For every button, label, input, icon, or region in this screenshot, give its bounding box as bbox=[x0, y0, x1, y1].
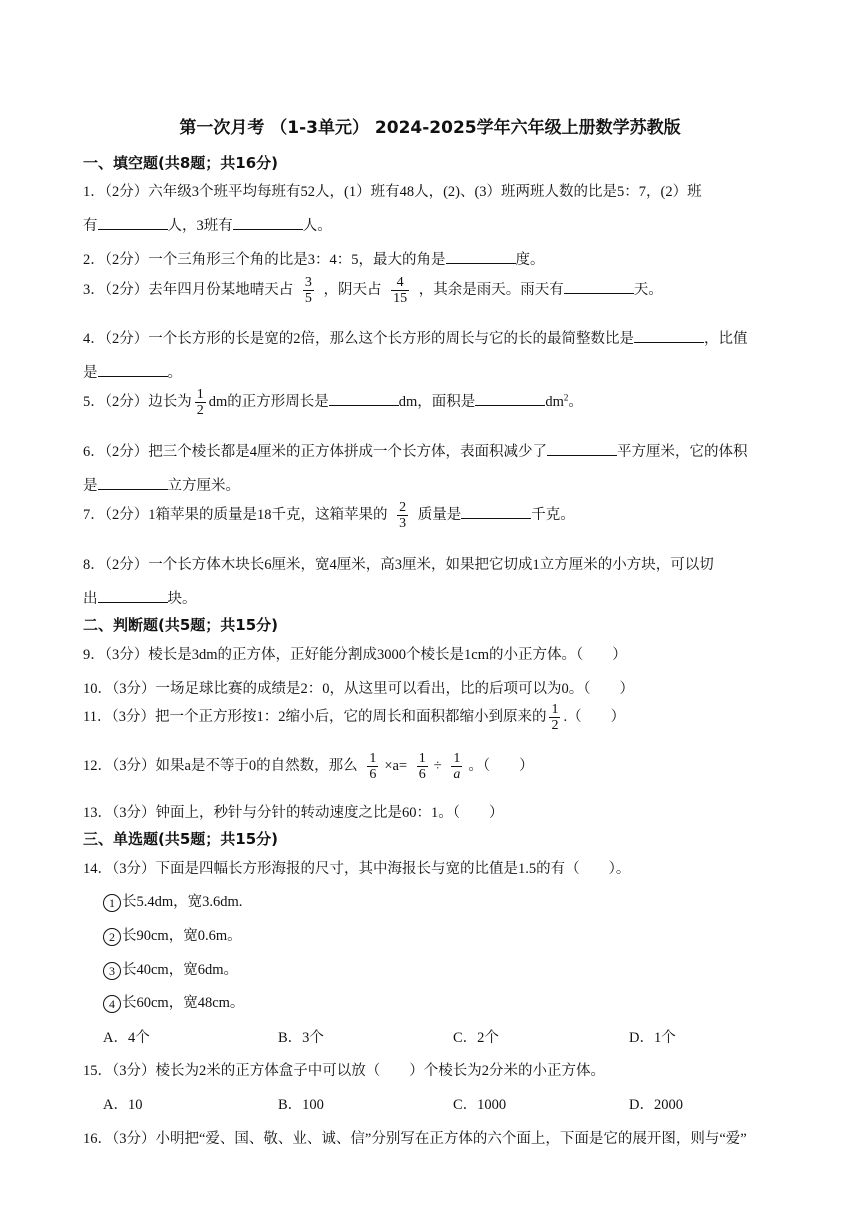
option-d[interactable]: D．2000 bbox=[629, 1097, 683, 1113]
fraction: $\frac{1}{6}$ bbox=[369, 751, 377, 783]
answer-blank[interactable] bbox=[98, 362, 168, 377]
page-title: 第一次月考 （1-3单元） 2024-2025学年六年级上册数学苏教版 bbox=[179, 118, 681, 138]
fraction: $\frac{1}{2}$ bbox=[196, 387, 204, 419]
fraction: $\frac{1}{a}$ bbox=[453, 751, 461, 783]
question-8-line-2: 出 块。 bbox=[83, 587, 197, 608]
fraction: $\frac{1}{6}$ bbox=[418, 751, 426, 783]
answer-blank[interactable] bbox=[98, 215, 168, 230]
option-c[interactable]: C．2个 bbox=[453, 1030, 499, 1046]
question-7: 7．（2分）1箱苹果的质量是18千克，这箱苹果的 $\frac{2}{3}$ 质量是 千克。 bbox=[83, 500, 575, 532]
question-4-line-1: 4．（2分）一个长方形的长是宽的2倍，那么这个长方形的周长与它的长的最简整数比是 ，比值 bbox=[83, 327, 748, 348]
question-15-stem: 15．（3分）棱长为2米的正方体盒子中可以放（ ）个棱长为2分米的小正方体。 bbox=[83, 1063, 605, 1079]
answer-blank[interactable] bbox=[233, 215, 303, 230]
option-a[interactable]: A．4个 bbox=[103, 1030, 150, 1046]
fraction: $\frac{1}{2}$ bbox=[551, 702, 559, 734]
question-14-item: 4 长60cm，宽48cm。 bbox=[103, 991, 244, 1013]
option-c[interactable]: C．1000 bbox=[453, 1097, 507, 1113]
answer-blank[interactable] bbox=[98, 588, 168, 603]
question-16-stem: 16．（3分）小明把“爱、国、敬、业、诚、信”分别写在正方体的六个面上，下面是它的展开图，则与“爱” bbox=[83, 1131, 747, 1147]
option-b[interactable]: B．3个 bbox=[278, 1030, 324, 1046]
question-9: 9．（3分）棱长是3dm的正方体，正好能分割成3000个棱长是1cm的小正方体。（ ） bbox=[83, 647, 627, 663]
question-14-stem: 14．（3分）下面是四幅长方形海报的尺寸，其中海报长与宽的比值是1.5的有（ ）。 bbox=[83, 861, 631, 877]
question-14-item: 1 长5.4dm，宽3.6dm. bbox=[103, 890, 242, 912]
question-11: 11．（3分）把一个正方形按1：2缩小后，它的周长和面积都缩小到原来的 $\frac{1}{2}$ .（ ） bbox=[83, 702, 626, 734]
question-1-line-1: 1．（2分）六年级3个班平均每班有52人，(1）班有48人，(2)、(3）班两班人数的比是5：7，(2）班 bbox=[83, 184, 702, 200]
question-14-item: 3 长40cm，宽6dm。 bbox=[103, 958, 238, 980]
section-heading-single-choice: 三、单选题(共5题；共15分) bbox=[83, 830, 279, 848]
answer-blank[interactable] bbox=[475, 391, 545, 406]
question-5: 5．（2分）边长为 $\frac{1}{2}$ dm的正方形周长是 dm，面积是 $dm^2$。 bbox=[83, 387, 583, 419]
question-12: 12．（3分）如果a是不等于0的自然数，那么 $\frac{1}{6}$ ×a= $\frac{1}{6}$ ÷ $\frac{1}{a}$ 。（ ） bbox=[83, 751, 534, 783]
question-14-item: 2 长90cm，宽0.6m。 bbox=[103, 924, 242, 946]
answer-blank[interactable] bbox=[564, 279, 634, 294]
answer-blank[interactable] bbox=[547, 441, 617, 456]
answer-blank[interactable] bbox=[461, 504, 531, 519]
question-6-line-1: 6．（2分）把三个棱长都是4厘米的正方体拼成一个长方体，表面积减少了 平方厘米，它的体积 bbox=[83, 440, 748, 461]
fraction: $\frac{4}{15}$ bbox=[393, 275, 408, 307]
answer-blank[interactable] bbox=[634, 328, 704, 343]
section-heading-fill-in: 一、填空题(共8题；共16分) bbox=[83, 154, 279, 172]
fraction: $\frac{2}{3}$ bbox=[399, 500, 407, 532]
question-4-line-2: 是 。 bbox=[83, 361, 182, 382]
answer-blank[interactable] bbox=[446, 249, 516, 264]
question-3: 3．（2分）去年四月份某地晴天占 $\frac{3}{5}$ ，阴天占 $\frac{4}{15}$ ，其余是雨天。雨天有 天。 bbox=[83, 275, 663, 307]
question-13: 13．（3分）钟面上，秒针与分针的转动速度之比是60：1。（ ） bbox=[83, 805, 504, 821]
option-a[interactable]: A．10 bbox=[103, 1097, 143, 1113]
question-8-line-1: 8．（2分）一个长方体木块长6厘米，宽4厘米，高3厘米，如果把它切成1立方厘米的小方块，可以切 bbox=[83, 557, 714, 573]
question-6-line-2: 是 立方厘米。 bbox=[83, 474, 240, 495]
option-b[interactable]: B．100 bbox=[278, 1097, 324, 1113]
question-2: 2．（2分）一个三角形三个角的比是3：4：5，最大的角是 度。 bbox=[83, 248, 545, 269]
question-10: 10．（3分）一场足球比赛的成绩是2：0，从这里可以看出，比的后项可以为0。（ ） bbox=[83, 681, 634, 697]
answer-blank[interactable] bbox=[329, 391, 399, 406]
answer-blank[interactable] bbox=[98, 475, 168, 490]
option-d[interactable]: D．1个 bbox=[629, 1030, 676, 1046]
question-1-line-2: 有 人，3班有 人。 bbox=[83, 214, 332, 235]
fraction: $\frac{3}{5}$ bbox=[304, 275, 312, 307]
section-heading-true-false: 二、判断题(共5题；共15分) bbox=[83, 616, 279, 634]
